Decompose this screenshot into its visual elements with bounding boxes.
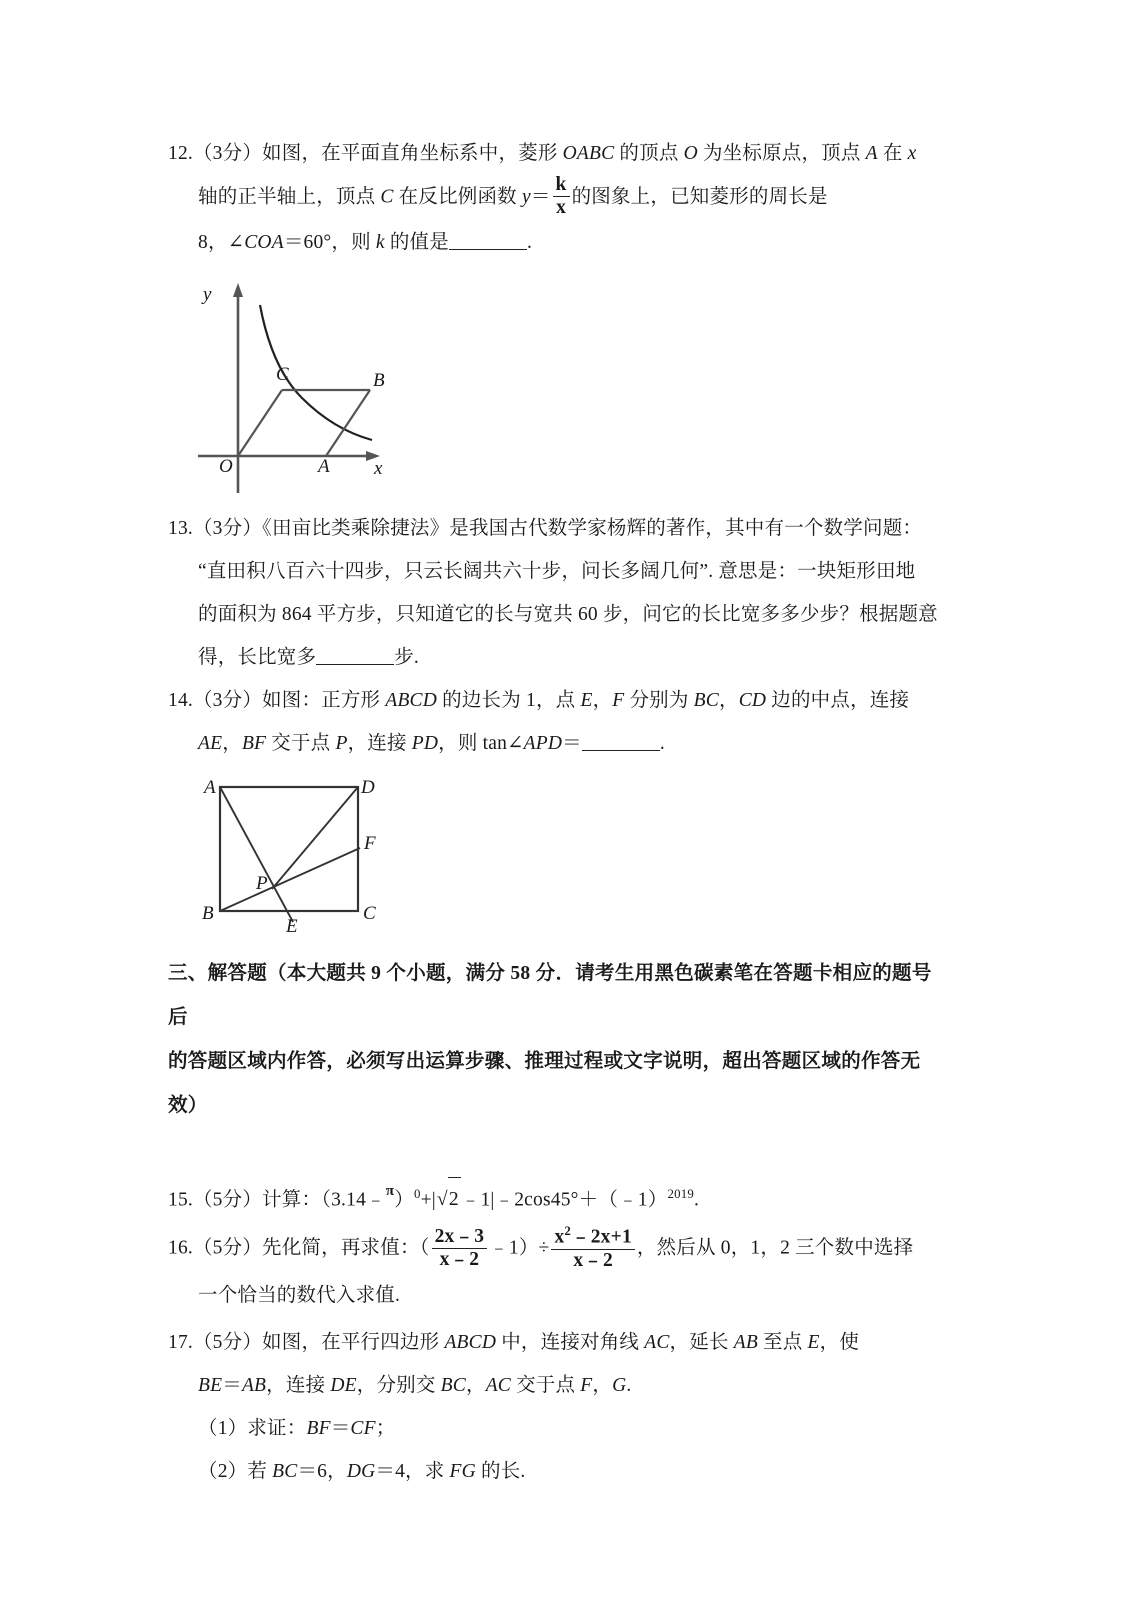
q17-bc: BC [440,1374,466,1396]
figure-rhombus-hyperbola [190,278,430,493]
q17-abcd: ABCD [444,1331,497,1353]
q14-apd: APD [523,732,563,754]
q14-t10: ，则 tan∠ [438,732,524,754]
q16-f1-den: x﹣2 [439,1249,480,1271]
q14-t1: 如图：正方形 [262,689,386,711]
q12-coa: COA [244,231,284,253]
q14-t2: 的边长为 1，点 [437,689,581,711]
question-17-sub2 [168,1450,943,1493]
label-point-c: C [276,363,289,385]
q15-period: . [693,1189,700,1211]
figure-square-abcd [198,771,398,936]
q17-ac2: AC [485,1374,512,1396]
q17-dg: DG [346,1460,376,1482]
q16-f2-den: x﹣2 [573,1250,613,1272]
label-square-d: D [361,776,375,798]
q14-t7: ， [222,732,242,754]
question-12 [168,132,943,175]
label-square-b: B [202,902,214,924]
question-17 [168,1321,943,1364]
question-13 [168,507,943,550]
q12-c: C [380,186,394,208]
q17-bc2: BC [272,1460,298,1482]
q17-e: E [807,1331,820,1353]
q12-eq: ＝ [530,186,551,208]
q13-line2: “直田积八百六十四步，只云长阔共六十步，问长多阔几何”. 意思是：一块矩形田地 [198,560,916,582]
q15-number: 15. [168,1189,193,1211]
q14-f: F [612,689,625,711]
q14-cd: CD [738,689,767,711]
q15-exponent-2019: 2019 [667,1186,694,1201]
q12-y: y [521,186,531,208]
q17-t8: ， [465,1374,486,1396]
q14-abcd: ABCD [385,689,438,711]
q17-f: F [580,1374,593,1396]
label-square-a: A [204,776,216,798]
q15-close-paren: ） [394,1189,414,1211]
q16-f2-rest: ﹣2x+1 [571,1226,632,1248]
section-heading-line2: 的答题区域内作答，必须写出运算步骤、推理过程或文字说明，超出答题区域的作答无效） [168,1050,921,1116]
label-square-c: C [363,902,376,924]
q17-ac: AC [644,1331,670,1353]
q14-ae: AE [198,732,223,754]
question-15 [168,1172,943,1222]
q17-sub2-c: ＝6， [297,1460,347,1482]
q12-a: A [865,143,878,164]
q17-be: BE [198,1374,223,1396]
q12-oabc: OABC [562,143,615,164]
q17-t6: ，连接 [266,1374,331,1396]
q12-number: 12. [168,143,193,164]
q13-answer-blank[interactable] [316,664,394,665]
q12-frac-den: x [556,197,567,219]
q16-f2-num [551,1224,634,1250]
q16-number: 16. [168,1237,193,1259]
question-16 [168,1225,943,1273]
label-x-axis: x [374,457,383,479]
q17-t1: 如图，在平行四边形 [262,1331,445,1353]
q17-sub2-e: ＝4，求 [375,1460,450,1482]
q17-t4: 至点 [757,1331,808,1353]
q12-t9: 的值是 [384,231,449,253]
label-point-a: A [318,455,330,477]
q17-t10: ， [592,1374,613,1396]
q17-g: G [612,1374,627,1396]
q15-rest: ﹣1|﹣2cos45°＋（﹣1） [460,1189,668,1211]
q14-t6: 边的中点，连接 [766,689,910,711]
q14-bc: BC [693,689,719,711]
q16-mid: ﹣1）÷ [489,1237,550,1259]
q17-bf: BF [306,1417,331,1439]
q12-marks: （3分） [192,143,263,164]
label-y-axis: y [203,283,212,305]
q12-t5: 在反比例函数 [393,186,522,208]
q15-exponent-zero: 0 [413,1186,421,1201]
q14-t4: 分别为 [624,689,694,711]
q13-line3: 的面积为 864 平方步，只知道它的长与宽共 60 步，问它的长比宽多多少步？根据题意 [198,603,938,625]
segment-ae [220,787,293,922]
q17-sub1-eq: ＝ [330,1417,351,1439]
q17-cf: CF [350,1417,376,1439]
square-outline [220,787,358,911]
q14-p: P [335,732,348,754]
q15-marks: （5分） [192,1189,263,1211]
q14-pd: PD [411,732,439,754]
q17-marks: （5分） [192,1331,263,1353]
q12-t7: 8，∠ [198,231,245,253]
segment-bf [220,848,360,911]
q16-f2-x: x [554,1226,565,1248]
q17-t5: ，使 [819,1331,860,1353]
q15-radicand: 2 [448,1177,461,1221]
label-square-e: E [286,915,298,937]
q12-t1: 的顶点 [614,143,684,164]
q17-sub2-a: （2）若 [198,1460,273,1482]
label-square-p: P [256,872,268,894]
q14-t5: ， [718,689,739,711]
q14-answer-blank[interactable] [582,750,660,751]
label-origin-o: O [219,455,233,477]
q17-t7: ，分别交 [356,1374,441,1396]
q14-t9: ，连接 [347,732,412,754]
question-13-line3 [168,593,943,636]
q16-f1-num: 2x﹣3 [432,1226,488,1249]
q13-line4b: 步. [394,646,419,668]
q12-t4: 轴的正半轴上，顶点 [198,186,381,208]
label-point-b: B [373,369,385,391]
q12-x: x [907,143,917,164]
q17-sub2-g: 的长. [475,1460,526,1482]
q14-e: E [580,689,593,711]
q17-t2: 中，连接对角线 [496,1331,645,1353]
q13-line4a: 得，长比宽多 [198,646,317,668]
q17-de: DE [330,1374,357,1396]
q12-period: . [526,231,533,253]
q14-marks: （3分） [192,689,263,711]
question-13-line4 [168,636,943,679]
q12-t8: ＝60°，则 [283,231,376,253]
q16-suffix: ，然后从 0，1，2 三个数中选择 [636,1237,914,1259]
q12-t2: 为坐标原点，顶点 [697,143,866,164]
q17-t11: . [626,1374,632,1396]
q17-sub1-a: （1）求证： [198,1417,307,1439]
q17-t3: ，延长 [669,1331,734,1353]
y-axis-arrow [233,283,243,297]
q16-fraction-1 [432,1226,488,1272]
label-square-f: F [364,832,376,854]
q14-bf: BF [241,732,267,754]
q12-t6: 的图象上，已知菱形的周长是 [571,186,828,208]
q14-t8: 交于点 [266,732,336,754]
q12-fraction [553,174,570,220]
q15-pi: π [385,1181,395,1199]
q12-frac-num: k [553,174,570,197]
q16-marks: （5分） [192,1237,263,1259]
q17-eq1: ＝ [222,1374,242,1396]
q17-t9: 交于点 [511,1374,581,1396]
q16-fraction-2 [551,1224,634,1272]
q15-plus-abs: +| [420,1189,436,1211]
segment-pd [272,787,358,889]
q14-t3: ， [592,689,613,711]
q17-ab2: AB [241,1374,267,1396]
q12-o: O [683,143,698,164]
q12-answer-blank[interactable] [449,249,527,250]
question-16-line2: 一个恰当的数代入求值. [198,1284,401,1306]
question-14-line2 [168,722,943,765]
q14-t11: ＝ [562,732,582,754]
page-content [168,132,943,1493]
q17-number: 17. [168,1331,193,1353]
question-12-line3 [168,221,943,264]
q13-number: 13. [168,517,193,539]
q13-marks: （3分） [192,517,263,539]
q12-line1-text: 如图，在平面直角坐标系中，菱形 [262,143,563,164]
question-13-line2 [168,550,943,593]
q14-period: . [659,732,665,754]
q15-prefix: 计算：（3.14﹣ [262,1189,386,1211]
q17-sub1-end: ； [375,1417,396,1439]
q12-k: k [375,231,385,253]
question-17-sub1 [168,1407,943,1450]
q13-line1: 《田亩比类乘除捷法》是我国古代数学家杨辉的著作，其中有一个数学问题： [262,517,923,539]
q16-prefix: 先化简，再求值：（ [262,1237,430,1259]
question-12-line2 [168,175,943,221]
section-heading-line1: 三、解答题（本大题共 9 个小题，满分 58 分．请考生用黑色碳素笔在答题卡相应的题号后 [168,962,932,1028]
question-17-line2 [168,1364,943,1407]
q16-f2-sup: 2 [564,1224,572,1239]
question-14 [168,679,943,722]
side-oc [238,390,282,456]
q17-ab: AB [733,1331,758,1353]
q12-t3: 在 [877,143,908,164]
q14-number: 14. [168,689,193,711]
q15-sqrt: √2 [436,1177,461,1221]
q17-fg: FG [449,1460,476,1482]
